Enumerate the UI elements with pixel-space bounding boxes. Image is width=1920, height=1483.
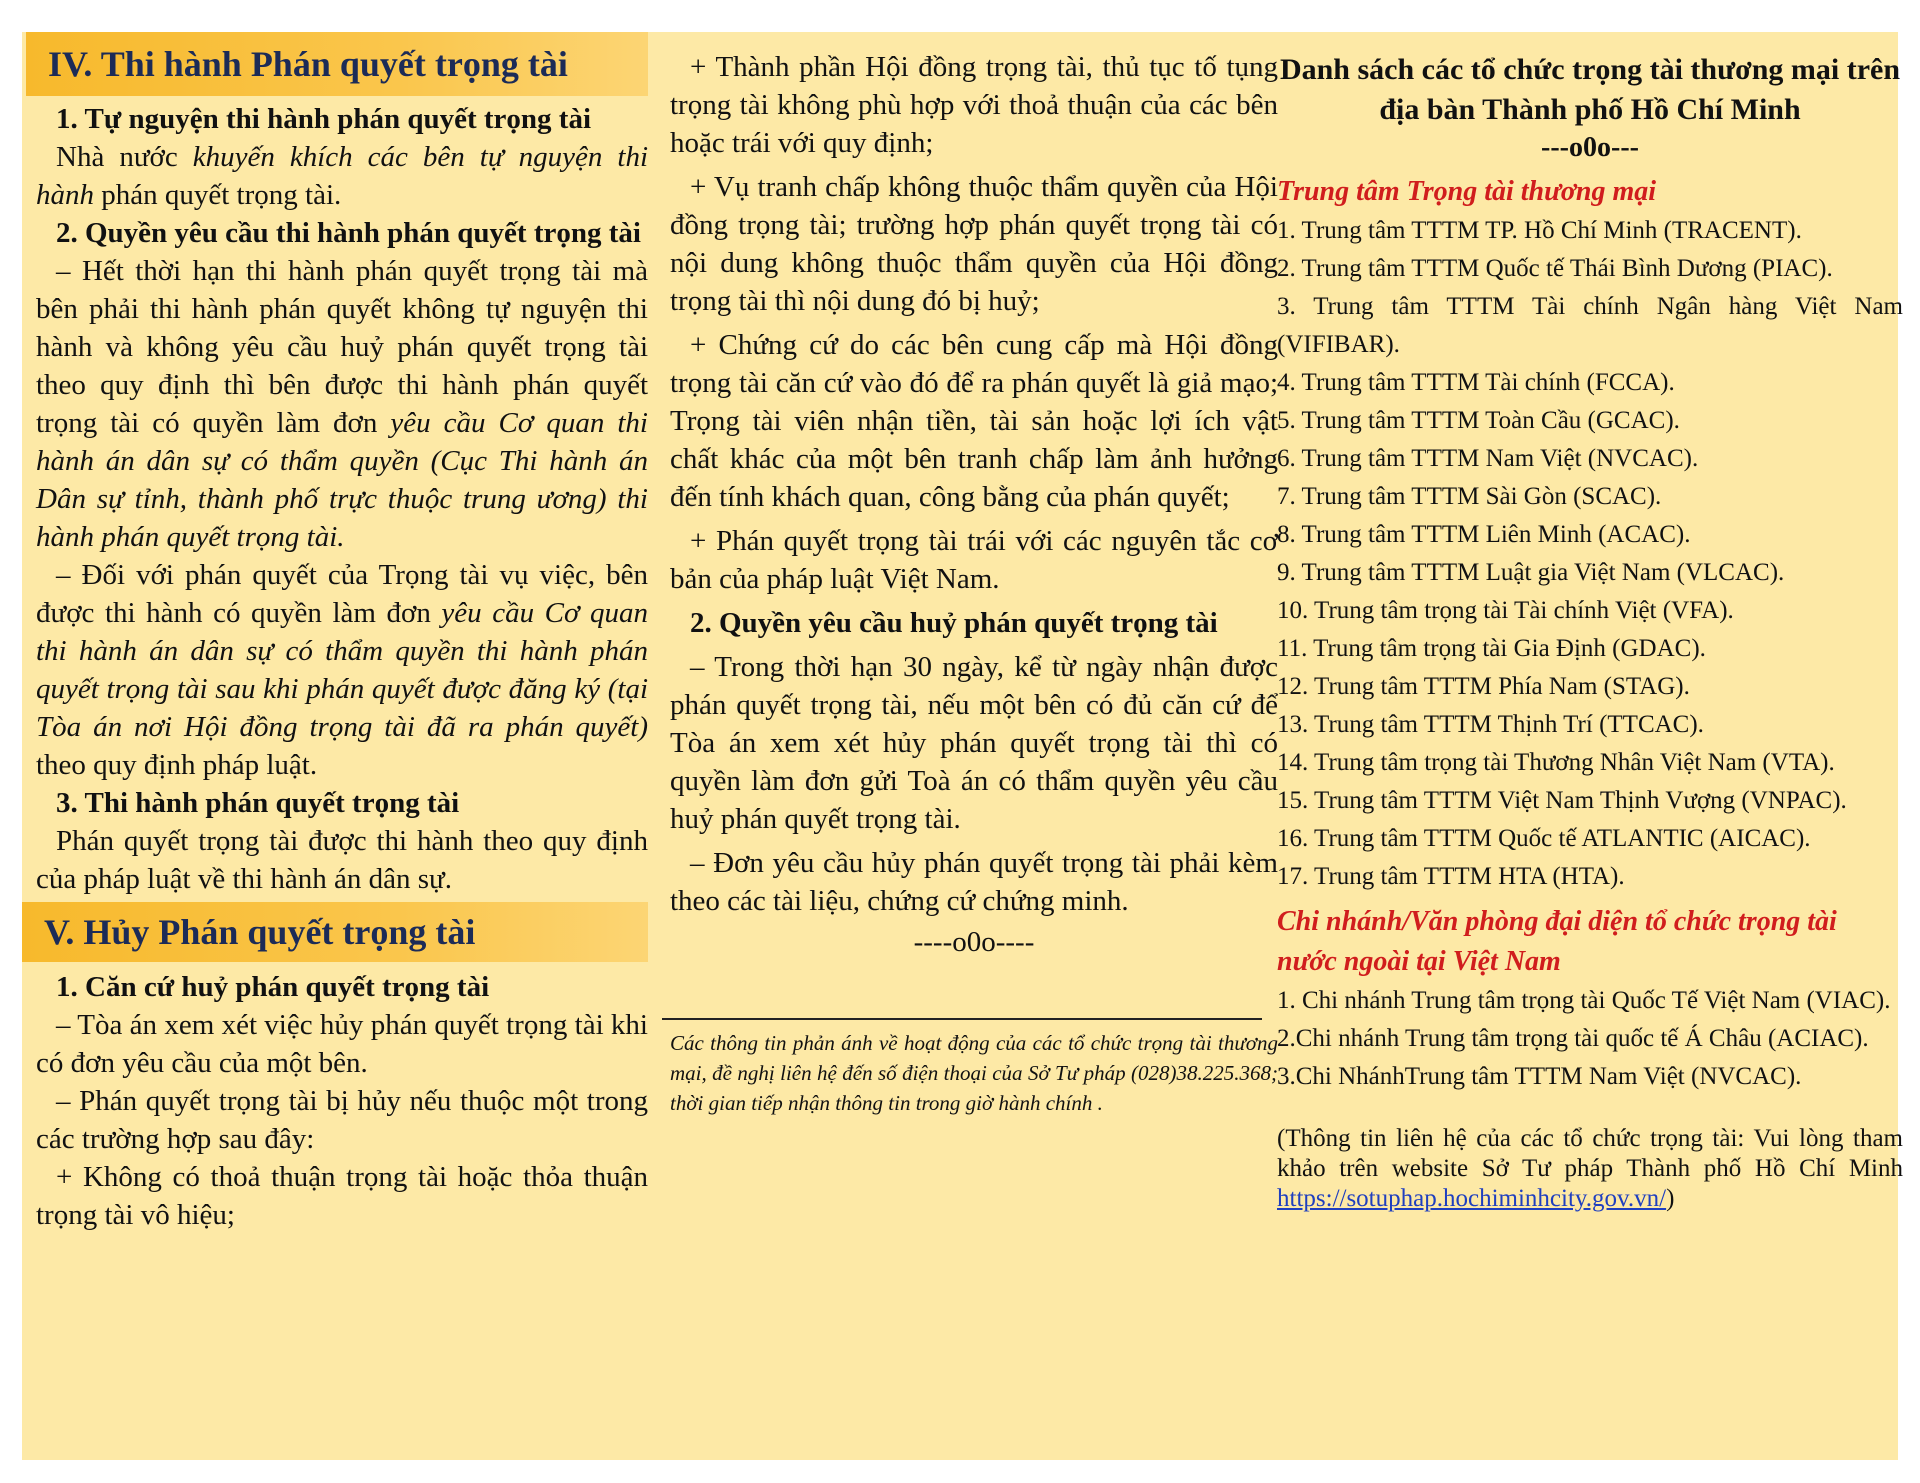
s1-paragraph: [36, 138, 648, 214]
mid-paragraph-6: – Đơn yêu cầu hủy phán quyết trọng tài phải kèm theo các tài liệu, chứng cứ chứng minh.: [670, 847, 1278, 917]
s2-paragraph-2: [36, 556, 648, 784]
website-link[interactable]: https://sotuphap.hochiminhcity.gov.vn/: [1277, 1185, 1667, 1212]
list-item: 11. Trung tâm trọng tài Gia Định (GDAC).: [1277, 635, 1706, 662]
column-right: [1277, 32, 1903, 1214]
s5-1-heading: 1. Căn cứ huỷ phán quyết trọng tài: [56, 971, 490, 1003]
s2-p1-text-a: – Hết thời hạn thi hành phán quyết trọng tài mà bên phải thi hành phán quyết không tự nguyện thi hành và không yêu cầu huỷ phán quyết trọng tài theo quy định thì bên được thi hành phán quyết trọng tài có quyền làm đơn: [36, 255, 648, 439]
list-item: 9. Trung tâm TTTM Luật gia Việt Nam (VLCAC).: [1277, 559, 1785, 586]
list-item: 1. Chi nhánh Trung tâm trọng tài Quốc Tế Việt Nam (VIAC).: [1277, 987, 1891, 1014]
s5-paragraph-2: – Phán quyết trọng tài bị hủy nếu thuộc một trong các trường hợp sau đây:: [36, 1085, 648, 1155]
s5-paragraph-3: + Không có thoả thuận trọng tài hoặc thỏa thuận trọng tài vô hiệu;: [36, 1161, 648, 1231]
s2-p2-text-a: – Đối với phán quyết của Trọng tài vụ việc, bên được thi hành có quyền làm đơn: [36, 559, 648, 629]
branches-heading: Chi nhánh/Văn phòng đại diện tổ chức trọng tài nước ngoài tại Việt Nam: [1277, 906, 1837, 977]
s2-heading: 2. Quyền yêu cầu thi hành phán quyết trọng tài: [56, 217, 641, 249]
column-left: [36, 32, 648, 1234]
s2-p1-text-b: yêu cầu Cơ quan thi hành án dân sự có thẩm quyền (Cục Thi hành án Dân sự tỉnh, thành phố trực thuộc trung ương) thi hành phán quyết trọng tài.: [36, 407, 648, 553]
org-list-separator: ---o0o---: [1541, 132, 1639, 163]
list-item: 10. Trung tâm trọng tài Tài chính Việt (VFA).: [1277, 597, 1734, 624]
contact-close: ): [1666, 1185, 1675, 1212]
list-item: 16. Trung tâm TTTM Quốc tế ATLANTIC (AICAC).: [1277, 825, 1811, 852]
centers-heading: Trung tâm Trọng tài thương mại: [1277, 176, 1657, 207]
list-item: 5. Trung tâm TTTM Toàn Cầu (GCAC).: [1277, 407, 1680, 434]
brochure-page: [22, 32, 1903, 1460]
s3-heading: 3. Thi hành phán quyết trọng tài: [56, 787, 460, 819]
s1-text-b: khuyến khích các bên tự nguyện thi hành: [36, 141, 648, 211]
list-item: 1. Trung tâm TTTM TP. Hồ Chí Minh (TRACENT).: [1277, 217, 1802, 244]
org-list-title: Danh sách các tổ chức trọng tài thương mại trên địa bàn Thành phố Hồ Chí Minh: [1279, 53, 1901, 126]
list-item: 7. Trung tâm TTTM Sài Gòn (SCAC).: [1277, 483, 1662, 510]
list-item: 13. Trung tâm TTTM Thịnh Trí (TTCAC).: [1277, 711, 1704, 738]
mid-paragraph-3: + Chứng cứ do các bên cung cấp mà Hội đồng trọng tài căn cứ vào đó để ra phán quyết là giả mạo; Trọng tài viên nhận tiền, tài sản hoặc lợi ích vật chất khác của một bên tranh chấp làm ảnh hưởng đến tính khách quan, công bằng của phán quyết;: [670, 329, 1278, 513]
s1-text-c: phán quyết trọng tài.: [94, 179, 342, 211]
s3-paragraph: Phán quyết trọng tài được thi hành theo quy định của pháp luật về thi hành án dân sự.: [36, 825, 648, 895]
list-item: 2.Chi nhánh Trung tâm trọng tài quốc tế Á Châu (ACIAC).: [1277, 1025, 1869, 1052]
mid-paragraph-4: + Phán quyết trọng tài trái với các nguyên tắc cơ bản của pháp luật Việt Nam.: [670, 525, 1278, 595]
s1-text-a: Nhà nước: [56, 141, 193, 173]
s1-heading: 1. Tự nguyện thi hành phán quyết trọng tài: [56, 103, 591, 135]
mid-separator: ----o0o----: [913, 926, 1035, 958]
s2-paragraph-1: [36, 252, 648, 556]
list-item: 4. Trung tâm TTTM Tài chính (FCCA).: [1277, 369, 1675, 396]
s2-p2-text-c: theo quy định pháp luật.: [36, 749, 318, 781]
s5-paragraph-1: – Tòa án xem xét việc hủy phán quyết trọng tài khi có đơn yêu cầu của một bên.: [36, 1009, 648, 1079]
list-item: 17. Trung tâm TTTM HTA (HTA).: [1277, 863, 1625, 890]
footnote-text: Các thông tin phản ánh về hoạt động của các tổ chức trọng tài thương mại, đề nghị liên hệ đến số điện thoại của Sở Tư pháp (028)38.225.368; thời gian tiếp nhận thông tin trong giờ hành chính .: [670, 1031, 1278, 1115]
s2-p2-text-b: yêu cầu Cơ quan thi hành án dân sự có thẩm quyền thi hành phán quyết trọng tài sau khi phán quyết được đăng ký (tại Tòa án nơi Hội đồng trọng tài đã ra phán quyết): [36, 597, 648, 743]
footnote-rule: [662, 1018, 1262, 1020]
contact-note: [1277, 1124, 1903, 1214]
mid-paragraph-1: + Thành phần Hội đồng trọng tài, thủ tục tố tụng trọng tài không phù hợp với thoả thuận của các bên hoặc trái với quy định;: [670, 51, 1278, 159]
list-item: 8. Trung tâm TTTM Liên Minh (ACAC).: [1277, 521, 1691, 548]
list-item: 3. Trung tâm TTTM Tài chính Ngân hàng Việt Nam (VIFIBAR).: [1277, 293, 1903, 358]
section-v-heading: V. Hủy Phán quyết trọng tài: [22, 902, 648, 962]
branches-list: [1277, 982, 1903, 1096]
contact-text: (Thông tin liên hệ của các tổ chức trọng tài: Vui lòng tham khảo trên website Sở Tư pháp Thành phố Hồ Chí Minh: [1277, 1125, 1903, 1182]
section-iv-heading: IV. Thi hành Phán quyết trọng tài: [26, 32, 648, 96]
list-item: 2. Trung tâm TTTM Quốc tế Thái Bình Dương (PIAC).: [1277, 255, 1833, 282]
mid-paragraph-2: + Vụ tranh chấp không thuộc thẩm quyền của Hội đồng trọng tài; trường hợp phán quyết trọng tài có nội dung không thuộc thẩm quyền của Hội đồng trọng tài thì nội dung đó bị huỷ;: [670, 171, 1278, 317]
mid-s2-heading: 2. Quyền yêu cầu huỷ phán quyết trọng tài: [690, 607, 1218, 639]
list-item: 6. Trung tâm TTTM Nam Việt (NVCAC).: [1277, 445, 1699, 472]
mid-paragraph-5: – Trong thời hạn 30 ngày, kể từ ngày nhận được phán quyết trọng tài, nếu một bên có đủ căn cứ để Tòa án xem xét hủy phán quyết trọng tài thì có quyền làm đơn gửi Toà án có thẩm quyền yêu cầu huỷ phán quyết trọng tài.: [670, 651, 1278, 835]
list-item: 12. Trung tâm TTTM Phía Nam (STAG).: [1277, 673, 1690, 700]
list-item: 3.Chi NhánhTrung tâm TTTM Nam Việt (NVCAC).: [1277, 1063, 1802, 1090]
column-middle: [670, 48, 1278, 1118]
list-item: 15. Trung tâm TTTM Việt Nam Thịnh Vượng (VNPAC).: [1277, 787, 1847, 814]
centers-list: [1277, 212, 1903, 896]
list-item: 14. Trung tâm trọng tài Thương Nhân Việt Nam (VTA).: [1277, 749, 1835, 776]
